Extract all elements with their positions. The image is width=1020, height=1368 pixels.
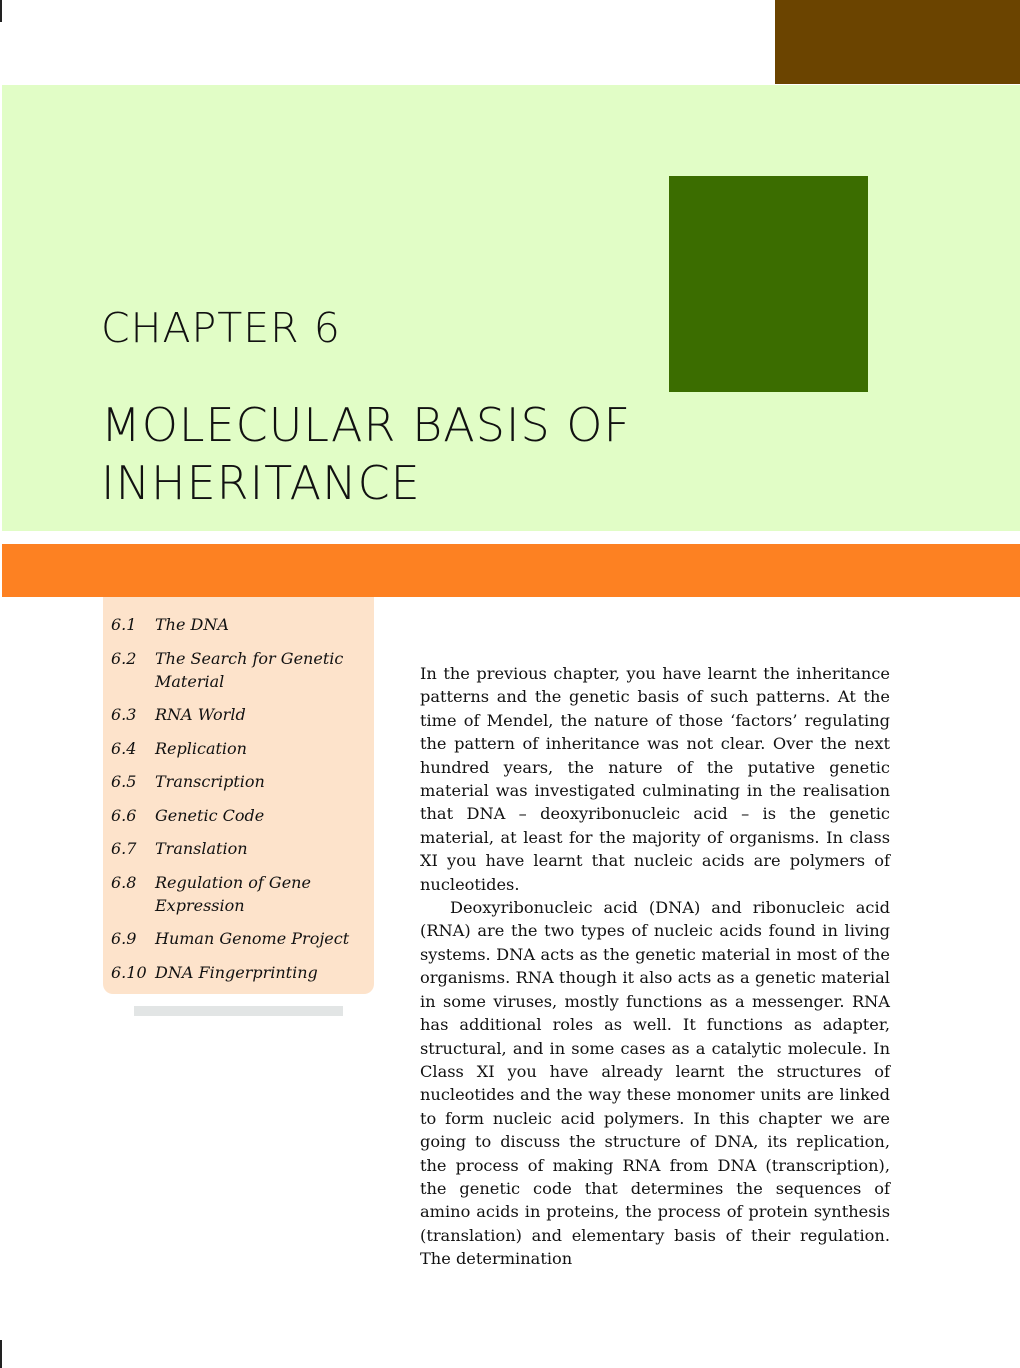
contents-item-title: Human Genome Project [155, 929, 350, 948]
contents-item-number: 6.6 [111, 805, 137, 825]
green-square-decoration [669, 176, 868, 392]
contents-item-number: 6.1 [111, 615, 137, 634]
contents-item-title: DNA Fingerprinting [155, 962, 318, 982]
contents-item [103, 703, 374, 726]
contents-item-title: Genetic Code [155, 805, 265, 825]
contents-item-title: Replication [155, 738, 247, 758]
contents-item [103, 837, 374, 860]
contents-item [103, 961, 374, 984]
crop-mark-bottom-left [0, 1340, 2, 1368]
contents-item [103, 737, 374, 760]
contents-item [103, 871, 374, 917]
contents-item-number: 6.8 [111, 872, 137, 892]
chapter-body-text [420, 662, 890, 1271]
crop-mark-top-left [0, 0, 2, 22]
contents-item [103, 804, 374, 827]
chapter-title: MOLECULAR BASIS OF INHERITANCE [101, 398, 631, 510]
body-paragraph: In the previous chapter, you have learnt the inheritance patterns and the genetic basis of such patterns. At the time of Mendel, the nature of those ‘factors’ regulating the pattern of inheritance was not clear. Over the next hundred years, the nature of the putative genetic material was investigated culminating in the realisation that DNA – deoxyribonucleic acid – is the genetic material, at least for the majority of organisms. In class XI you have learnt that nucleic acids are polymers of nucleotides. [420, 664, 890, 894]
chapter-contents-box [103, 597, 374, 994]
contents-item-number: 6.10 [111, 962, 147, 982]
contents-item-title: The Search for Genetic Material [155, 648, 344, 691]
orange-band [2, 544, 1020, 597]
brown-corner-block [775, 0, 1020, 84]
contents-item [103, 927, 374, 950]
contents-item-number: 6.5 [111, 772, 137, 791]
contents-item-title: RNA World [155, 705, 246, 724]
contents-item-number: 6.4 [111, 738, 137, 758]
contents-item-number: 6.2 [111, 648, 137, 668]
contents-list [103, 613, 374, 994]
contents-item-title: Translation [155, 839, 248, 858]
contents-item-title: The DNA [155, 615, 229, 634]
contents-box-shadow [134, 1006, 343, 1016]
body-paragraph: Deoxyribonucleic acid (DNA) and ribonucleic acid (RNA) are the two types of nucleic acids found in living systems. DNA acts as the genetic material in most of the organisms. RNA though it also acts as a genetic material in some viruses, mostly functions as a messenger. RNA has additional roles as well. It functions as adapter, structural, and in some cases as a catalytic molecule. In Class XI you have already learnt the structures of nucleotides and the way these monomer units are linked to form nucleic acid polymers. In this chapter we are going to discuss the structure of DNA, its replication, the process of making RNA from DNA (transcription), the genetic code that determines the sequences of amino acids in proteins, the process of protein synthesis (translation) and elementary basis of their regulation. The determination [420, 898, 890, 1269]
contents-item-number: 6.7 [111, 839, 137, 858]
contents-item [103, 770, 374, 793]
contents-item [103, 647, 374, 693]
contents-item-title: Regulation of Gene Expression [155, 872, 311, 915]
chapter-label: CHAPTER 6 [101, 304, 341, 352]
contents-item-number: 6.3 [111, 705, 137, 724]
contents-item-title: Transcription [155, 772, 265, 791]
contents-item [103, 613, 374, 636]
contents-item-number: 6.9 [111, 929, 137, 948]
